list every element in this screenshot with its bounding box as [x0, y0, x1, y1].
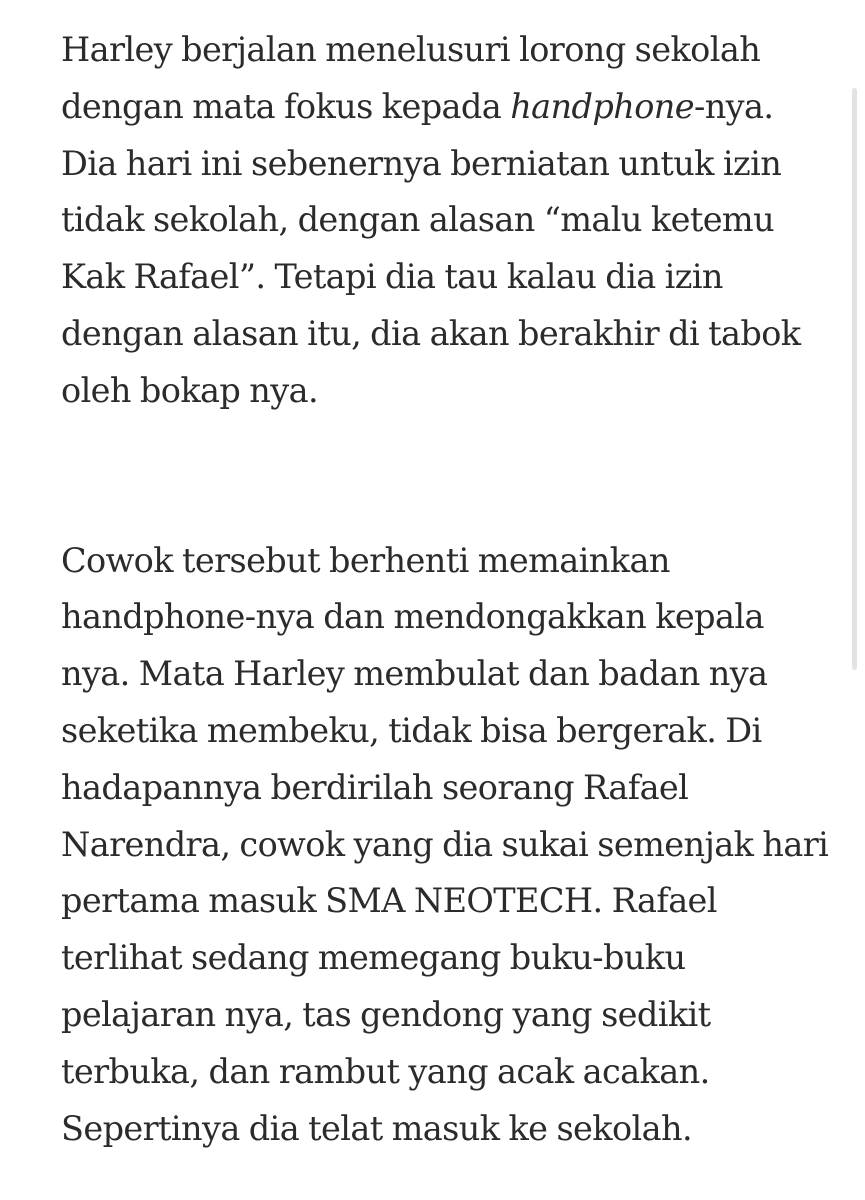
text-line	[61, 79, 841, 136]
text-line: pertama masuk SMA NEOTECH. Rafael	[61, 881, 717, 921]
text-line: handphone-nya dan mendongakkan kepala	[61, 597, 764, 637]
text-segment: -nya.	[693, 86, 774, 126]
text-line: hadapannya berdirilah seorang Rafael	[61, 767, 689, 807]
text-line: tidak sekolah, dengan alasan “malu ketemu	[61, 200, 775, 240]
text-line: terbuka, dan rambut yang acak acakan.	[61, 1051, 710, 1091]
text-line: seketika membeku, tidak bisa bergerak. Di	[61, 710, 762, 750]
text-line: oleh bokap nya.	[61, 370, 319, 410]
text-line: dengan alasan itu, dia akan berakhir di tabok	[61, 313, 801, 353]
text-line: Cowok tersebut berhenti memainkan	[61, 540, 670, 580]
text-line: pelajaran nya, tas gendong yang sedikit	[61, 994, 711, 1034]
paragraph-spacer	[61, 420, 841, 533]
scrollbar[interactable]	[852, 0, 862, 1200]
paragraph-2	[61, 533, 841, 1158]
paragraph-1	[61, 22, 841, 420]
story-text	[61, 22, 841, 1157]
text-line: Sepertinya dia telat masuk ke sekolah.	[61, 1108, 693, 1148]
text-line: terlihat sedang memegang buku-buku	[61, 938, 686, 978]
text-segment: dengan mata fokus kepada	[61, 86, 511, 126]
text-line: nya. Mata Harley membulat dan badan nya	[61, 654, 768, 694]
text-line: Dia hari ini sebenernya berniatan untuk izin	[61, 143, 782, 183]
text-line: Kak Rafael”. Tetapi dia tau kalau dia izin	[61, 257, 723, 297]
italic-word: handphone	[510, 86, 694, 126]
text-line: Harley berjalan menelusuri lorong sekolah	[61, 30, 761, 69]
scrollbar-thumb[interactable]	[852, 88, 857, 670]
text-line: Narendra, cowok yang dia sukai semenjak hari	[61, 824, 829, 864]
